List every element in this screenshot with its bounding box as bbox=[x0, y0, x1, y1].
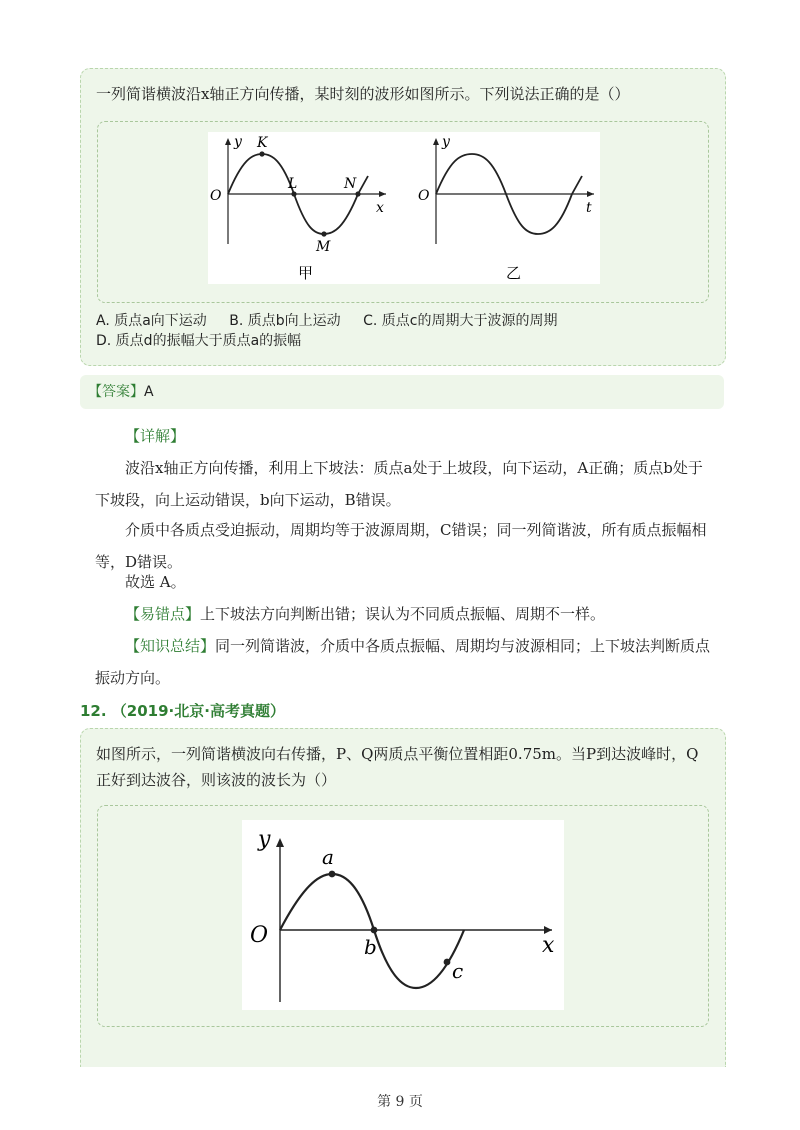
origin-label: O bbox=[250, 923, 269, 948]
knowledge-summary bbox=[95, 630, 715, 694]
origin-label: O bbox=[418, 188, 430, 204]
label-l: L bbox=[288, 176, 298, 192]
question-stem: 如图所示，一列简谐横波向右传播，P、Q两质点平衡位置相距0.75m。当P到达波峰时，Q正好到达波谷，则该波的波长为（） bbox=[96, 745, 699, 789]
explain-title bbox=[95, 420, 715, 452]
caption-yi: 乙 bbox=[506, 264, 522, 282]
caption-jia: 甲 bbox=[298, 264, 314, 282]
graph-jia bbox=[210, 134, 386, 282]
figure-frame bbox=[97, 805, 709, 1027]
point-m bbox=[321, 231, 326, 236]
figure-frame bbox=[97, 121, 709, 303]
point-b bbox=[371, 927, 378, 934]
wave-figure bbox=[208, 132, 600, 284]
question-heading-12: 12. （2019·北京·高考真题） bbox=[80, 702, 285, 720]
error-point bbox=[95, 598, 715, 630]
explain-title-text: 【详解】 bbox=[125, 427, 186, 445]
question-card-12 bbox=[80, 728, 726, 1067]
summary-text: 同一列简谐波，介质中各质点振幅、周期均与波源相同；上下坡法判断质点振动方向。 bbox=[95, 637, 711, 687]
axis-label-x: x bbox=[542, 933, 555, 958]
point-a bbox=[329, 871, 336, 878]
point-n bbox=[355, 191, 360, 196]
point-c bbox=[444, 959, 451, 966]
axis-label-y: y bbox=[234, 134, 242, 150]
origin-label: O bbox=[210, 188, 222, 204]
option-c: C. 质点c的周期大于波源的周期 bbox=[363, 313, 558, 329]
wave-figure bbox=[242, 820, 564, 1010]
label-m: M bbox=[316, 239, 331, 255]
question-stem: 一列简谐横波沿x轴正方向传播，某时刻的波形如图所示。下列说法正确的是（） bbox=[96, 85, 630, 103]
label-b: b bbox=[364, 935, 377, 959]
explain-paragraph-2: 介质中各质点受迫振动，周期均等于波源周期，C错误；同一列简谐波，所有质点振幅相等，D错误。 bbox=[95, 521, 707, 571]
error-label: 【易错点】 bbox=[125, 605, 201, 623]
answer-label: 【答案】 bbox=[88, 384, 144, 400]
axis-label-y: y bbox=[258, 827, 271, 852]
label-k: K bbox=[257, 135, 268, 151]
error-text: 上下坡法方向判断出错；误认为不同质点振幅、周期不一样。 bbox=[200, 605, 606, 623]
axis-label-x: x bbox=[376, 200, 384, 216]
options bbox=[96, 311, 576, 351]
explain-paragraph-1: 波沿x轴正方向传播，利用上下坡法：质点a处于上坡段，向下运动，A正确；质点b处于下坡段，向上运动错误，b向下运动，B错误。 bbox=[95, 459, 703, 509]
point-l bbox=[291, 191, 296, 196]
explain-paragraph-3: 故选 A。 bbox=[125, 573, 186, 591]
option-d: D. 质点d的振幅大于质点a的振幅 bbox=[96, 333, 302, 349]
answer-value: A bbox=[144, 384, 154, 400]
axis-label-t: t bbox=[586, 200, 592, 216]
label-a: a bbox=[322, 845, 334, 869]
axis-label-y: y bbox=[442, 134, 450, 150]
label-c: c bbox=[452, 959, 464, 983]
option-a: A. 质点a向下运动 bbox=[96, 313, 207, 329]
point-k bbox=[259, 151, 264, 156]
wave-graphs bbox=[208, 132, 600, 284]
wave-graph bbox=[242, 820, 564, 1010]
graph-yi bbox=[418, 134, 594, 282]
question-card-1 bbox=[80, 68, 726, 366]
answer-bar bbox=[80, 375, 724, 409]
option-b: B. 质点b向上运动 bbox=[229, 313, 341, 329]
page-number: 第 9 页 bbox=[377, 1094, 423, 1110]
label-n: N bbox=[344, 176, 357, 192]
summary-label: 【知识总结】 bbox=[125, 637, 216, 655]
